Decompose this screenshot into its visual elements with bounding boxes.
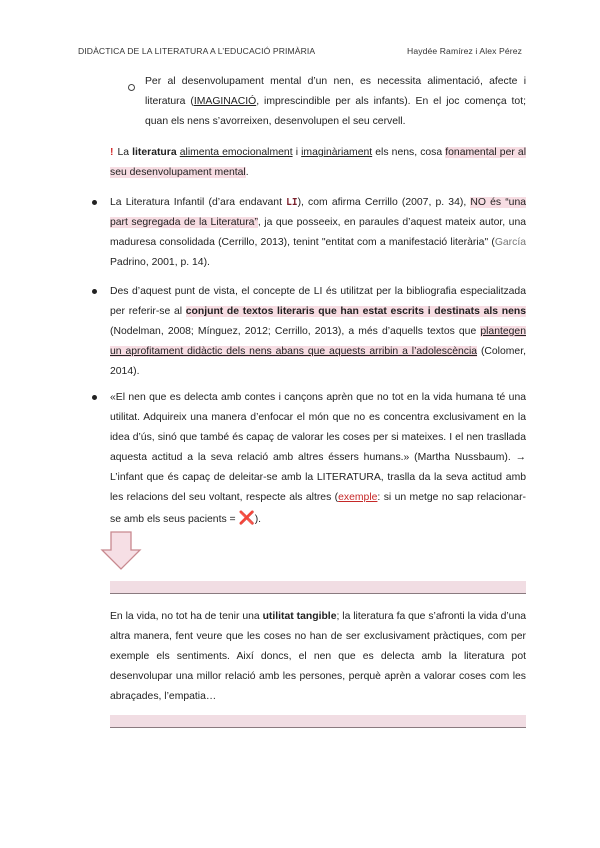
header-course-title: DIDÀCTICA DE LA LITERATURA A L’EDUCACIÓ PRIMÀRIA: [78, 46, 316, 56]
imaginacio-underlined: IMAGINACIÓ: [193, 96, 257, 107]
exemple-link-text: exemple: [338, 492, 378, 503]
paragraph-nussbaum-quote: «El nen que es delecta amb contes i cançons aprèn que no tot en la vida humana té una utilitat. Adquireix una manera d’enfocar el món que no es concentra exclusivament en la idea d’ús, sinó que també és capaç de valorar les coses per si mateixes. I el nen trasllada aquesta actitud a la seva relació amb altres éssers humans.» (Martha Nussbaum). → L’infant que és capaç de deleitar-se amb la LITERATURA, traslla da la seva actitud amb les relacions del seu voltant, respecte als altres (exemple: si un metge no sap relacionar-se amb els seus pacients = ❌).: [110, 392, 527, 525]
section-divider-2: [110, 715, 526, 728]
paragraph-mental-development: Per al desenvolupament mental d’un nen, es necessita alimentació, afecte i literatura (IMAGINACIÓ, imprescindible per als infants). En el joc comença tot; quan els nens s’avorreixen, desenvolupen el seu cervell.: [145, 76, 526, 127]
bullet-dot-1: [92, 200, 97, 205]
paragraph-utilitat-tangible: En la vida, no tot ha de tenir una utilitat tangible; la literatura fa que s’afronti la vida d’una altra manera, fent veure que les coses no han de ser exclusivament pràctiques, com per exemple els sentiments. Així doncs, el nen que es delecta amb la literatura pot desenvolupar una millor relació amb les persones, perquè aprèn a valorar coses com les abraçades, l’empatia…: [110, 611, 526, 702]
header-authors: Haydée Ramírez i Alex Pérez: [407, 46, 522, 56]
section-divider-1: [110, 581, 526, 594]
paragraph-literatura-infantil: La Literatura Infantil (d’ara endavant LI), com afirma Cerrillo (2007, p. 34), NO és “una part segregada de la Literatura”, ja que posseeix, en paraules d’aquest mateix autor, una maduresa consolidada (Cerrillo, 2013), tenint "entitat com a manifestació literària" (García Padrino, 2001, p. 14).: [110, 197, 527, 268]
code-li: LI: [286, 197, 298, 208]
cross-mark-icon: ❌: [238, 510, 255, 525]
highlight-fonamental: fonamental per al seu desenvolupament mental: [110, 147, 527, 178]
highlight-no-segregada: NO és “una part segregada de la Literatura”: [110, 197, 527, 228]
highlight-aprofitament: plantegen un aprofitament didàctic dels nens abans que aquests arribin a l’adolescència: [110, 326, 526, 357]
note-literatura: ! La literatura alimenta emocionalment i imaginàriament els nens, cosa fonamental per al seu desenvolupament mental.: [110, 147, 527, 178]
exclamation-icon: !: [110, 147, 114, 158]
sub-bullet-circle-icon: [128, 84, 135, 91]
bullet-dot-2: [92, 289, 97, 294]
paragraph-concepte-li: Des d’aquest punt de vista, el concepte de LI és utilitzat per la bibliografia especialitzada per referir-se al conjunt de textos literaris que han estat escrits i destinats als nens (Nodelman, 2008; Mínguez, 2012; Cerrillo, 2013), a més d’aquells textos que plantegen un aprofitament didàctic dels nens abans que aquests arribin a l’adolescència (Colomer, 2014).: [110, 286, 526, 377]
highlight-conjunt-textos: conjunt de textos literaris que han estat escrits i destinats als nens: [185, 306, 526, 317]
page-header: [78, 46, 522, 60]
down-arrow-icon: [100, 531, 142, 571]
bullet-dot-3: [92, 395, 97, 400]
